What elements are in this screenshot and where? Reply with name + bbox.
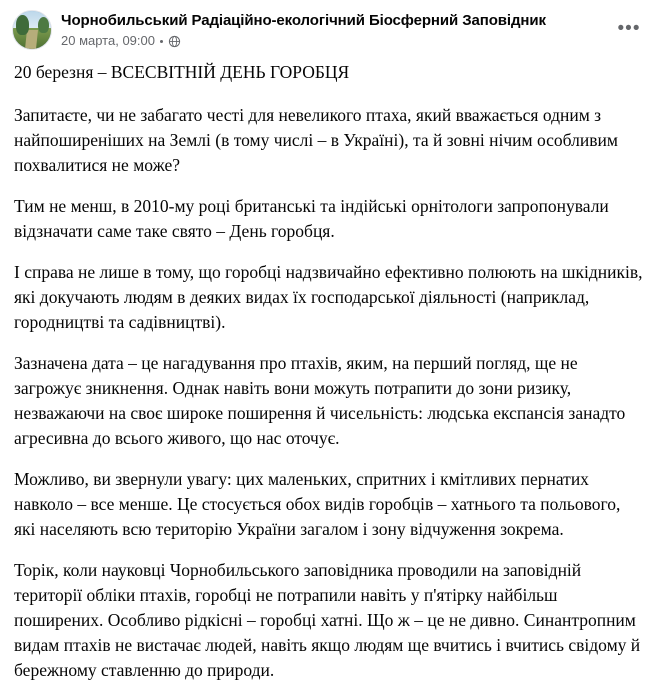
post-body [0, 54, 657, 693]
globe-icon[interactable] [168, 35, 181, 48]
post-meta [61, 33, 645, 49]
post-paragraph: Можливо, ви звернули увагу: цих маленьких, спритних і кмітливих пернатих навколо – все менше. Це стосується обох видів горобців – хатнього та польового, які населяють всю територію України загалом і зону відчуження зокрема. [14, 469, 621, 539]
post-paragraph: Зазначена дата – це нагадування про птахів, яким, на перший погляд, ще не загрожує зникнення. Однак навіть вони можуть потрапити до зони ризику, незважаючи на своє широке поширення й чисельність: людська експансія занадто агресивна до всього живого, що нас оточує. [14, 353, 626, 448]
post-paragraph-title: 20 березня – ВСЕСВІТНІЙ ДЕНЬ ГОРОБЦЯ [14, 62, 350, 82]
page-name[interactable]: Чорнобильський Радіаційно-екологічний Біосферний Заповідник [61, 12, 546, 29]
post-timestamp[interactable]: 20 марта, 09:00 [61, 33, 155, 48]
post-paragraph: І справа не лише в тому, що горобці надзвичайно ефективно полюють на шкідників, які докучають людям в деяких видах їх господарської діяльності (наприклад, городництві та садівництві). [14, 262, 643, 332]
post-paragraph: Тим не менш, в 2010-му році британські та індійські орнітологи запропонували відзначати саме таке свято – День горобця. [14, 196, 609, 241]
meta-separator-dot [160, 40, 163, 43]
avatar[interactable] [12, 10, 52, 50]
more-options-button[interactable]: ••• [613, 12, 645, 44]
post-paragraph: Торік, коли науковці Чорнобильського заповідника проводили на заповідній території обліки птахів, горобці не потрапили навіть у п'ятірку найбільш поширених. Особливо рідкісні – горобці хатні. Що ж – це не дивно. Синантропним видам птахів не вистачає людей, навіть якщо людям ще вчитись і вчитись свідому й бережному ставленню до природи. [14, 560, 641, 680]
post-header [0, 0, 657, 54]
avatar-tree-left-icon [16, 15, 29, 35]
post-paragraph: Запитаєте, чи не забагато честі для невеликого птаха, який вважається одним з найпоширеніших на Землі (в тому числі – в Україні), та й зовні нічим особливим похвалитися не може? [14, 105, 618, 175]
post-header-text [61, 10, 645, 49]
avatar-tree-right-icon [38, 17, 49, 33]
